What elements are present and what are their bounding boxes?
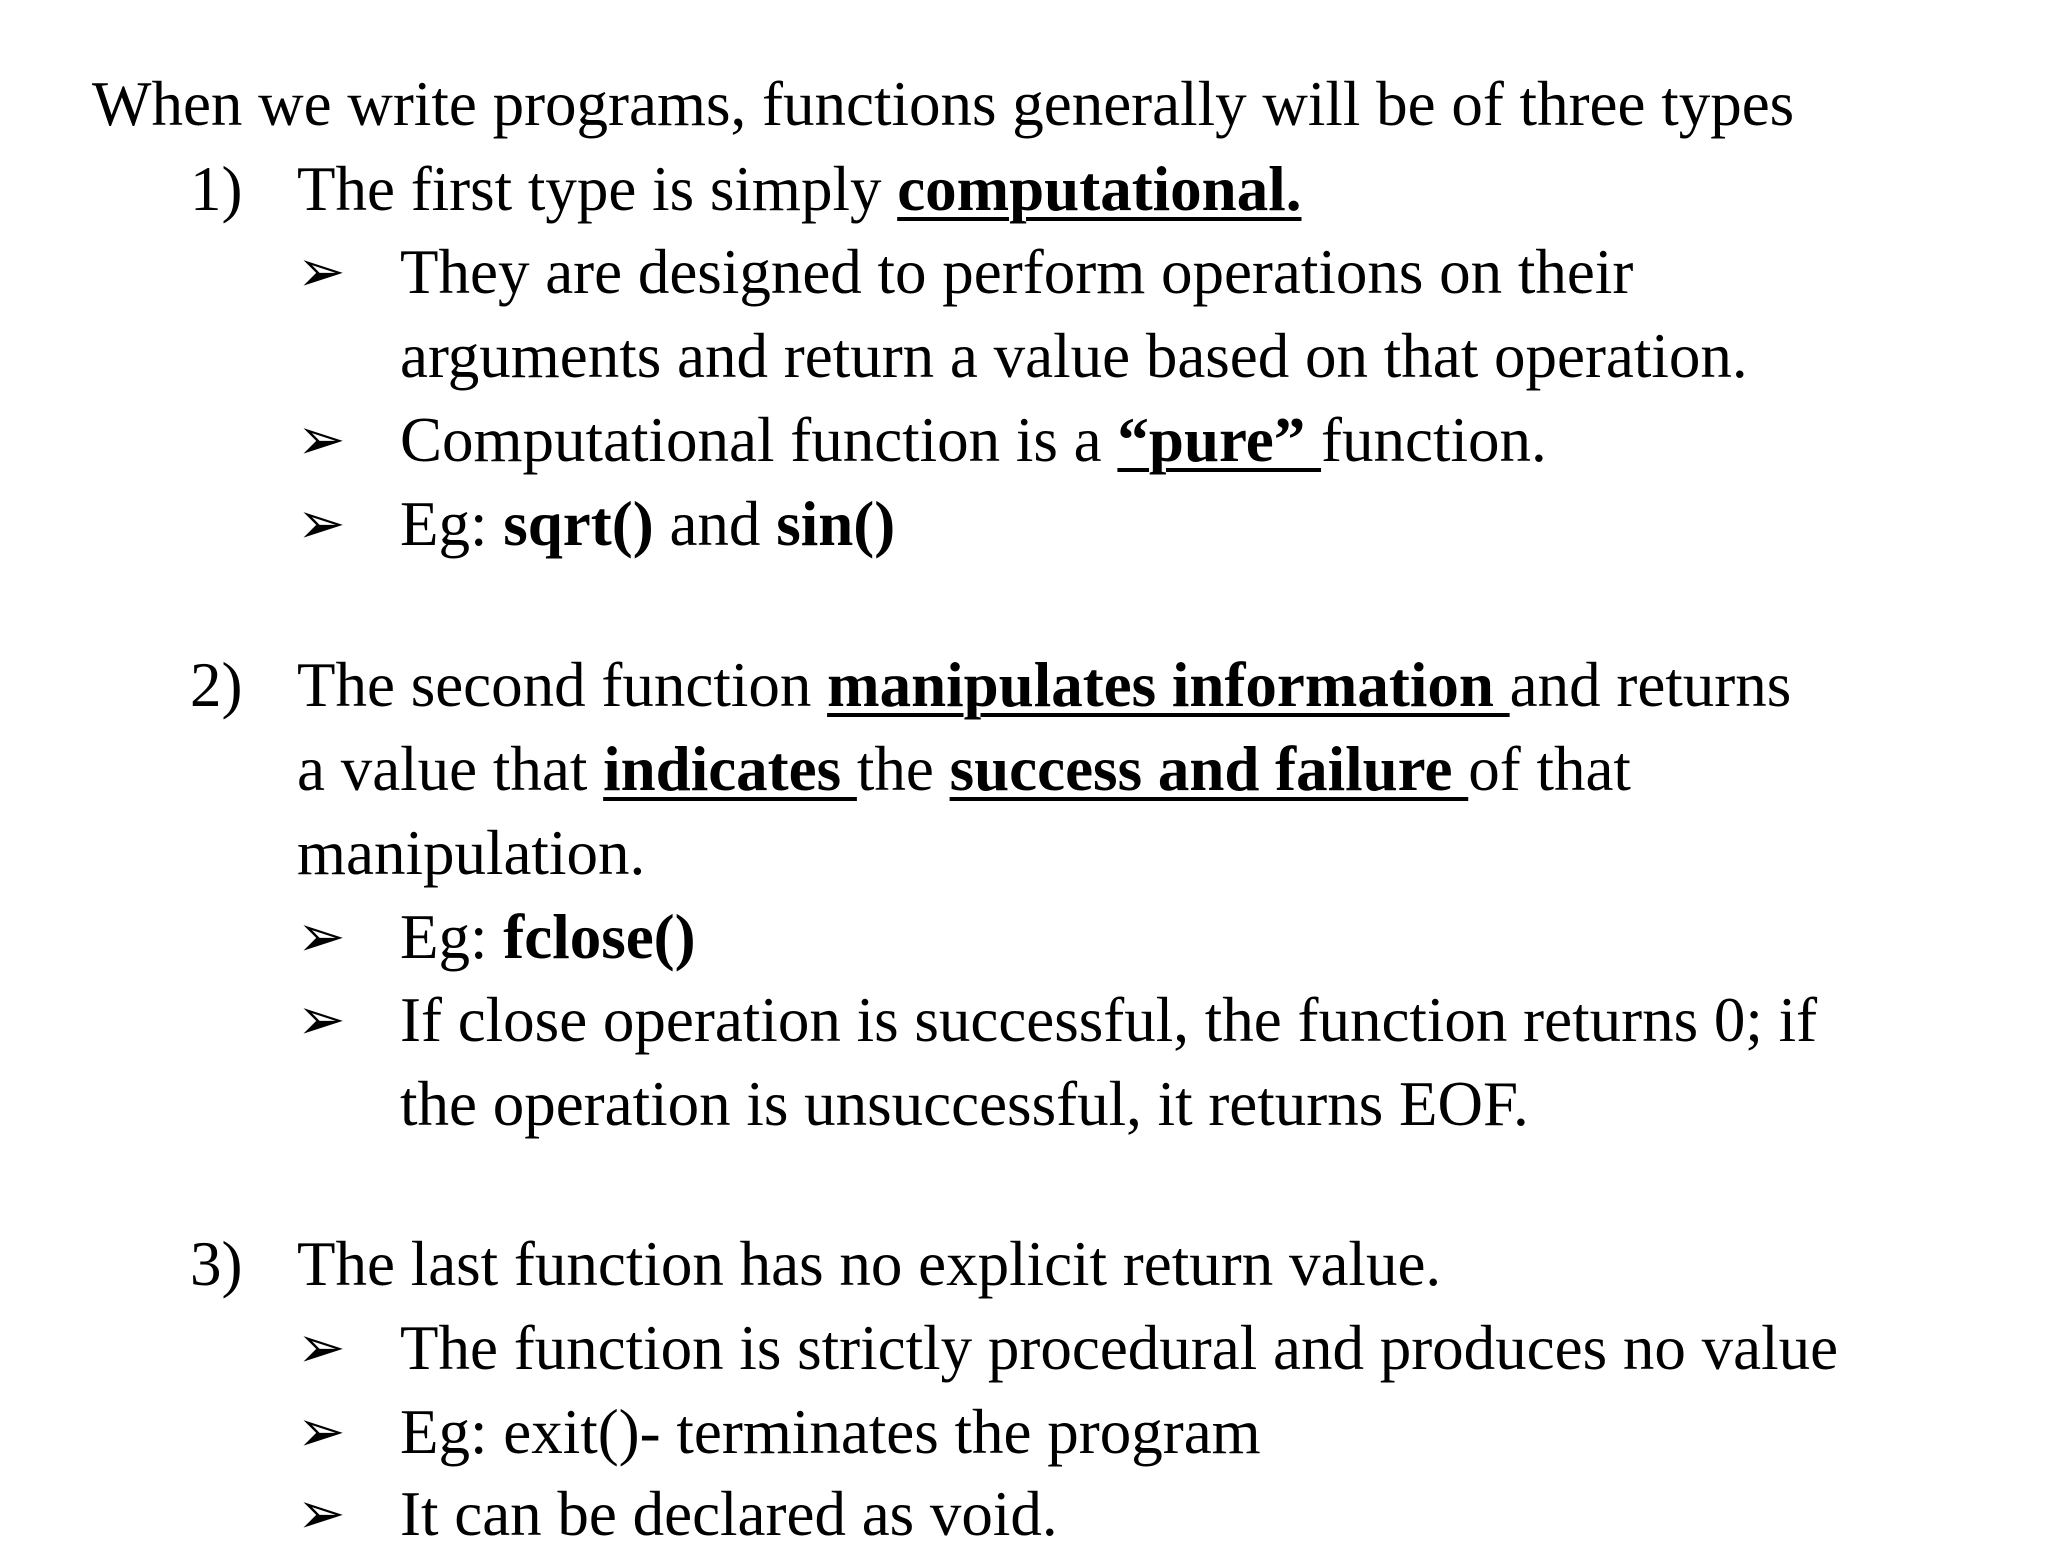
- bullet-arrow-icon: ➢: [297, 1481, 346, 1546]
- item-3-heading: The last function has no explicit return value.: [297, 1229, 1442, 1299]
- keyword-manipulates-information: manipulates information: [827, 650, 1510, 720]
- bullet-arrow-icon: ➢: [297, 1315, 346, 1380]
- item-2-bullet-2-line-2: the operation is unsuccessful, it returns EOF.: [400, 1069, 1529, 1139]
- item-3-number: 3): [190, 1229, 243, 1299]
- item-2-bullet-2-line-1: If close operation is successful, the function returns 0; if: [400, 985, 1818, 1055]
- item-2-number: 2): [190, 650, 243, 720]
- item-2-line-3: manipulation.: [297, 818, 646, 888]
- keyword-pure: “pure”: [1117, 405, 1322, 475]
- item-1-number: 1): [190, 154, 243, 224]
- function-fclose: fclose(): [503, 902, 696, 972]
- item-2-line-1: The second function manipulates information and returns: [297, 650, 1792, 720]
- intro-text: When we write programs, functions generally will be of three types: [92, 69, 1795, 139]
- item-2-line-2: a value that indicates the success and failure of that: [297, 734, 1631, 804]
- item-3-bullet-2: Eg: exit()- terminates the program: [400, 1397, 1261, 1467]
- bullet-arrow-icon: ➢: [297, 491, 346, 556]
- item-3-bullet-3: It can be declared as void.: [400, 1479, 1058, 1549]
- bullet-arrow-icon: ➢: [297, 407, 346, 472]
- keyword-computational: computational.: [897, 154, 1302, 224]
- item-1-bullet-1-line-2: arguments and return a value based on that operation.: [400, 321, 1748, 391]
- function-sqrt: sqrt(): [503, 489, 654, 559]
- keyword-success-and-failure: success and failure: [949, 734, 1469, 804]
- item-1-bullet-2: Computational function is a “pure” function.: [400, 405, 1547, 475]
- function-sin: sin(): [776, 489, 896, 559]
- item-1-heading: The first type is simply computational.: [297, 154, 1302, 224]
- item-1-bullet-1-line-1: They are designed to perform operations on their: [400, 237, 1634, 307]
- item-3-bullet-1: The function is strictly procedural and produces no value: [400, 1313, 1839, 1383]
- bullet-arrow-icon: ➢: [297, 904, 346, 969]
- bullet-arrow-icon: ➢: [297, 987, 346, 1052]
- bullet-arrow-icon: ➢: [297, 239, 346, 304]
- bullet-arrow-icon: ➢: [297, 1399, 346, 1464]
- item-2-bullet-1: Eg: fclose(): [400, 902, 696, 972]
- item-1-bullet-3: Eg: sqrt() and sin(): [400, 489, 896, 559]
- keyword-indicates: indicates: [603, 734, 857, 804]
